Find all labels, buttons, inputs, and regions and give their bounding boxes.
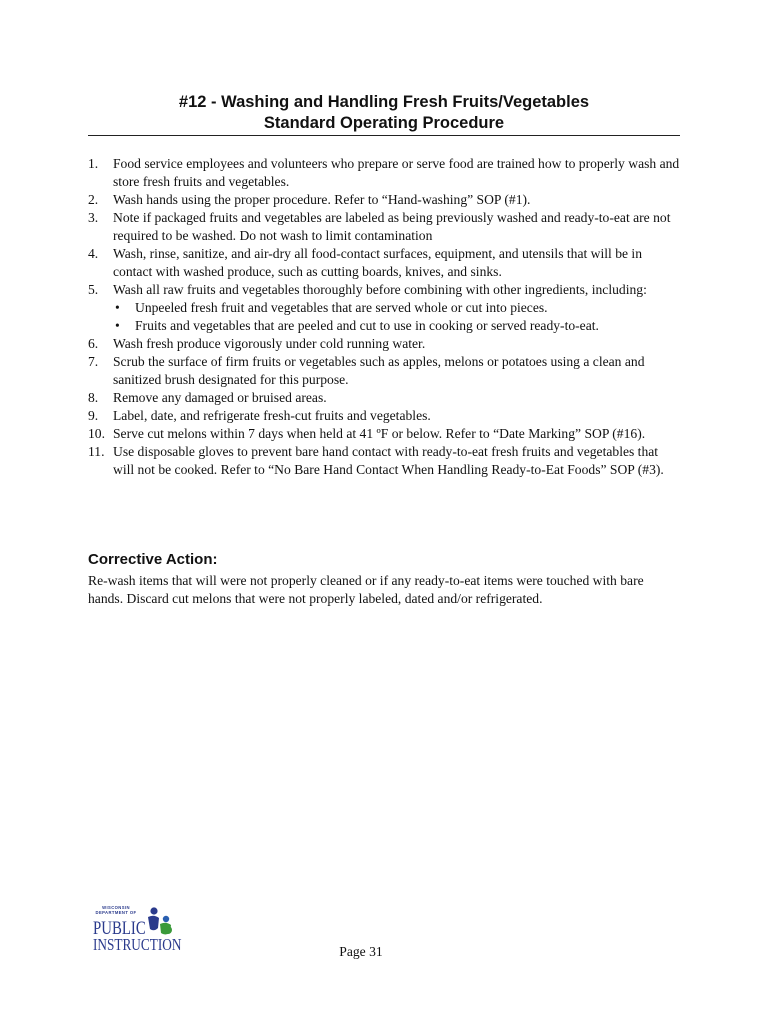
step-text: Note if packaged fruits and vegetables are labeled as being previously washed and ready-to-eat are not required to be washed. Do not wash to limit contamination	[113, 210, 671, 243]
procedure-step	[88, 353, 680, 389]
sublist-item	[113, 299, 680, 317]
bullet-icon: •	[115, 300, 120, 315]
procedure-step	[88, 425, 680, 443]
step-number: 5.	[88, 282, 99, 297]
document-title	[88, 92, 680, 134]
procedure-steps	[88, 155, 680, 479]
title-line-1: #12 - Washing and Handling Fresh Fruits/Vegetables	[178, 93, 590, 111]
step-text: Wash all raw fruits and vegetables thoroughly before combining with other ingredients, including:	[113, 282, 647, 297]
step-text: Scrub the surface of firm fruits or vegetables such as apples, melons or potatoes using a clean and sanitized brush designated for this purpose.	[113, 354, 645, 387]
procedure-step	[88, 335, 680, 353]
step-number: 1.	[88, 156, 99, 171]
step-number: 6.	[88, 336, 99, 351]
title-line-2: Standard Operating Procedure	[263, 114, 505, 132]
corrective-action-heading: Corrective Action:	[88, 551, 218, 568]
procedure-step	[88, 245, 680, 281]
logo-wisconsin: WISCONSIN	[102, 905, 130, 910]
logo-department-of: DEPARTMENT OF	[95, 910, 137, 915]
step-text: Label, date, and refrigerate fresh-cut fruits and vegetables.	[113, 408, 431, 423]
procedure-step	[88, 407, 680, 425]
step-number: 11.	[88, 444, 105, 459]
procedure-step	[88, 209, 680, 245]
step-text: Food service employees and volunteers who prepare or serve food are trained how to properly wash and store fresh fruits and vegetables.	[113, 156, 680, 189]
step-number: 3.	[88, 210, 99, 225]
step-number: 7.	[88, 354, 99, 369]
procedure-step	[88, 191, 680, 209]
sublist-item	[113, 317, 680, 335]
step-number: 4.	[88, 246, 99, 261]
procedure-step	[88, 281, 680, 335]
step-text: Use disposable gloves to prevent bare hand contact with ready-to-eat fresh fruits and vegetables that will not be cooked. Refer to “No Bare Hand Contact When Handling Ready-to-Eat Foods” SOP (#3).	[113, 444, 664, 477]
step-text: Wash, rinse, sanitize, and air-dry all food-contact surfaces, equipment, and utensils that will be in contact with washed produce, such as cutting boards, knives, and sinks.	[113, 246, 643, 279]
title-rule	[88, 135, 680, 136]
step-number: 10.	[88, 426, 105, 441]
step-text: Remove any damaged or bruised areas.	[113, 390, 327, 405]
sublist-item-text: Unpeeled fresh fruit and vegetables that are served whole or cut into pieces.	[135, 300, 548, 315]
step-sublist	[113, 299, 680, 335]
people-figure-icon	[145, 906, 175, 938]
bullet-icon: •	[115, 318, 120, 333]
procedure-step	[88, 443, 680, 479]
step-number: 2.	[88, 192, 99, 207]
procedure-step	[88, 389, 680, 407]
step-text: Wash hands using the proper procedure. Refer to “Hand-washing” SOP (#1).	[113, 192, 531, 207]
step-number: 9.	[88, 408, 99, 423]
sublist-item-text: Fruits and vegetables that are peeled and cut to use in cooking or served ready-to-eat.	[135, 318, 599, 333]
page-number: Page 31	[339, 944, 383, 959]
step-text: Wash fresh produce vigorously under cold running water.	[113, 336, 426, 351]
logo-instruction: INSTRUCTION	[93, 935, 182, 954]
logo-small-text	[93, 905, 139, 915]
corrective-action-text: Re-wash items that will were not properly cleaned or if any ready-to-eat items were touched with bare hands. Discard cut melons that were not properly labeled, dated and/or refrigerated.	[88, 573, 644, 606]
step-text: Serve cut melons within 7 days when held at 41 ºF or below. Refer to “Date Marking” SOP (#16).	[113, 426, 646, 441]
step-number: 8.	[88, 390, 99, 405]
procedure-step	[88, 155, 680, 191]
logo-public: PUBLIC	[93, 918, 146, 939]
